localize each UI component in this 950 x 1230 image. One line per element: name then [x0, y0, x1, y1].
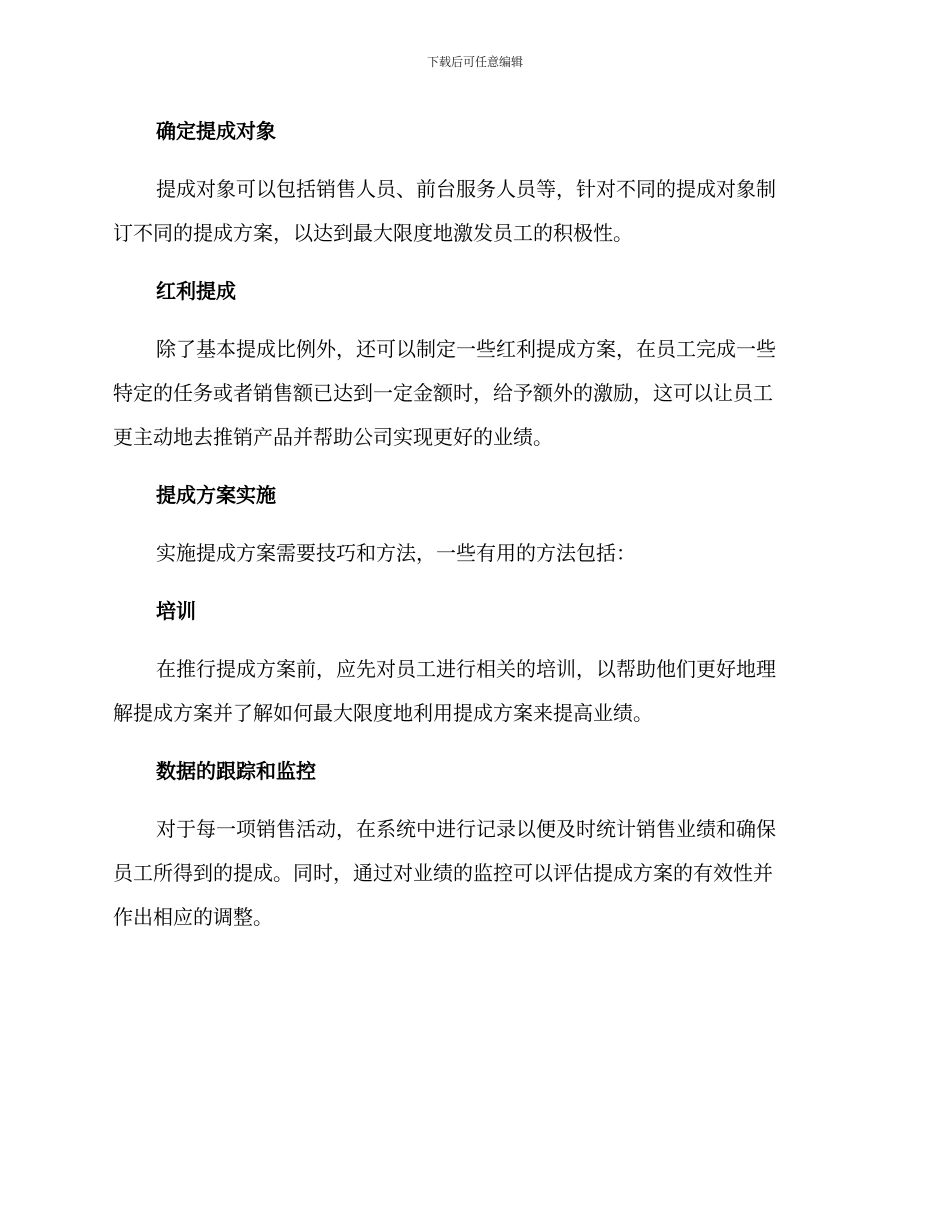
- section-heading-training: 培训: [156, 599, 196, 623]
- paragraph-line: 作出相应的调整。: [113, 905, 273, 929]
- section-paragraph-data-tracking: [113, 807, 831, 939]
- paragraph-line: 更主动地去推销产品并帮助公司实现更好的业绩。: [113, 425, 553, 449]
- paragraph-line: 解提成方案并了解如何最大限度地利用提成方案来提高业绩。: [113, 701, 653, 725]
- section-paragraph-implementation: [113, 531, 831, 575]
- paragraph-line: 对于每一项销售活动，在系统中进行记录以便及时统计销售业绩和确保: [156, 817, 776, 841]
- paragraph-line: 特定的任务或者销售额已达到一定金额时，给予额外的激励，这可以让员工: [113, 381, 773, 405]
- section-paragraph-bonus-commission: [113, 327, 831, 459]
- paragraph-line: 员工所得到的提成。同时，通过对业绩的监控可以评估提成方案的有效性并: [113, 861, 773, 885]
- section-paragraph-commission-target: [113, 167, 831, 255]
- section-heading-bonus-commission: 红利提成: [156, 279, 236, 303]
- paragraph-line: 除了基本提成比例外，还可以制定一些红利提成方案，在员工完成一些: [156, 337, 776, 361]
- section-heading-commission-target: 确定提成对象: [156, 119, 276, 143]
- page-header: 下载后可任意编辑: [426, 55, 523, 69]
- paragraph-line: 订不同的提成方案，以达到最大限度地激发员工的积极性。: [113, 221, 633, 245]
- section-heading-implementation: 提成方案实施: [156, 483, 276, 507]
- section-paragraph-training: [113, 647, 831, 735]
- paragraph-line: 提成对象可以包括销售人员、前台服务人员等，针对不同的提成对象制: [156, 177, 776, 201]
- paragraph-line: 在推行提成方案前，应先对员工进行相关的培训，以帮助他们更好地理: [156, 657, 776, 681]
- section-heading-data-tracking: 数据的跟踪和监控: [156, 759, 316, 783]
- paragraph-line: 实施提成方案需要技巧和方法，一些有用的方法包括：: [156, 541, 636, 565]
- document-body: [113, 109, 831, 953]
